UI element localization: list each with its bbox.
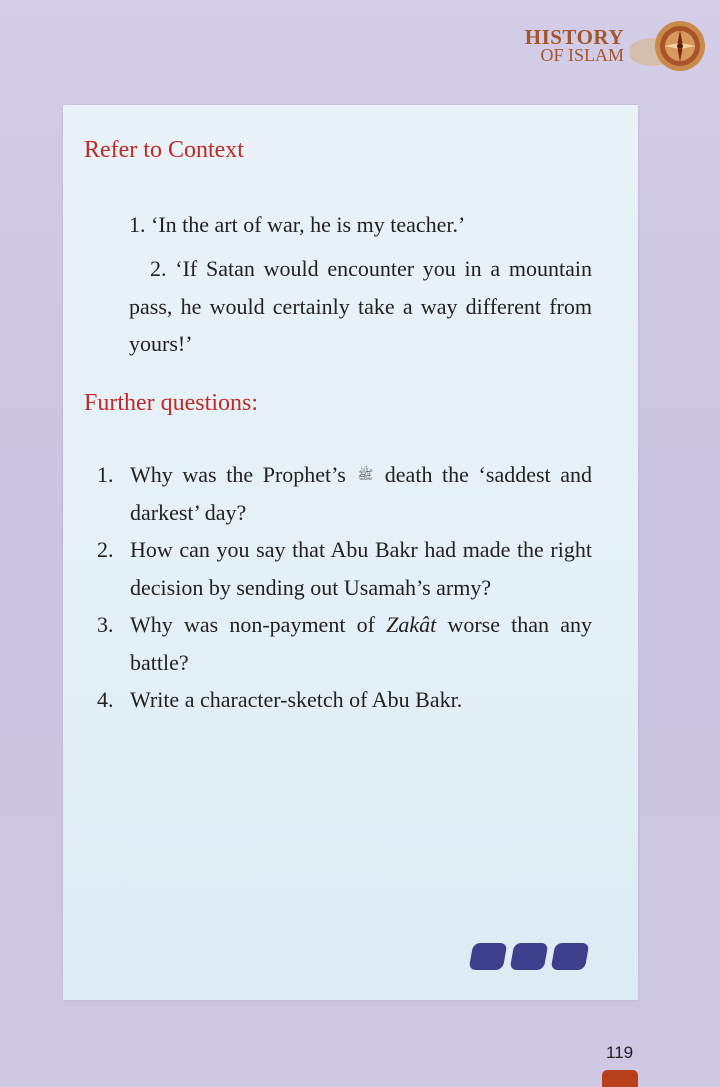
question-item	[97, 531, 592, 606]
compass-icon	[630, 18, 706, 76]
question-item	[97, 681, 592, 719]
logo-line-1: HISTORY	[524, 25, 624, 49]
context-item-1: 1. ‘In the art of war, he is my teacher.’	[129, 212, 466, 237]
decorative-dot	[510, 943, 549, 970]
question-item	[97, 456, 592, 531]
question-text	[130, 456, 592, 531]
question-number: 1.	[97, 462, 114, 487]
decorative-dot	[469, 943, 508, 970]
logo-line-2: OF ISLAM	[540, 44, 624, 65]
page-number: 119	[606, 1043, 634, 1062]
honorific-symbol: ﷺ	[357, 467, 374, 482]
question-text: Write a character-sketch of Abu Bakr.	[130, 687, 463, 712]
question-number: 2.	[97, 537, 114, 562]
question-text-part: worse than any battle?	[130, 612, 593, 675]
question-number: 3.	[97, 612, 114, 637]
question-text-part: Why was non-payment of	[130, 612, 375, 637]
question-item	[97, 606, 592, 681]
history-of-islam-logo	[512, 18, 712, 73]
question-italic-term: Zakât	[386, 612, 437, 637]
context-item-2-text: 2. ‘If Satan would encounter you in a mountain pass, he would certainly take a way different from yours!’	[129, 256, 592, 356]
decorative-dots	[471, 943, 587, 970]
question-text	[130, 606, 592, 681]
question-text-part: death the ‘saddest and darkest’ day?	[130, 462, 593, 525]
page-tab	[602, 1070, 638, 1087]
context-item-2	[129, 250, 592, 363]
questions-list	[97, 456, 592, 719]
question-number: 4.	[97, 687, 114, 712]
question-text-part: Why was the Prophet’s	[130, 462, 346, 487]
logo-text	[524, 25, 624, 65]
refer-to-context-heading: Refer to Context	[84, 137, 244, 163]
content-panel	[63, 105, 638, 1000]
decorative-dot	[551, 943, 590, 970]
further-questions-heading: Further questions:	[84, 390, 258, 416]
question-text: How can you say that Abu Bakr had made the right decision by sending out Usamah’s army?	[130, 537, 592, 600]
